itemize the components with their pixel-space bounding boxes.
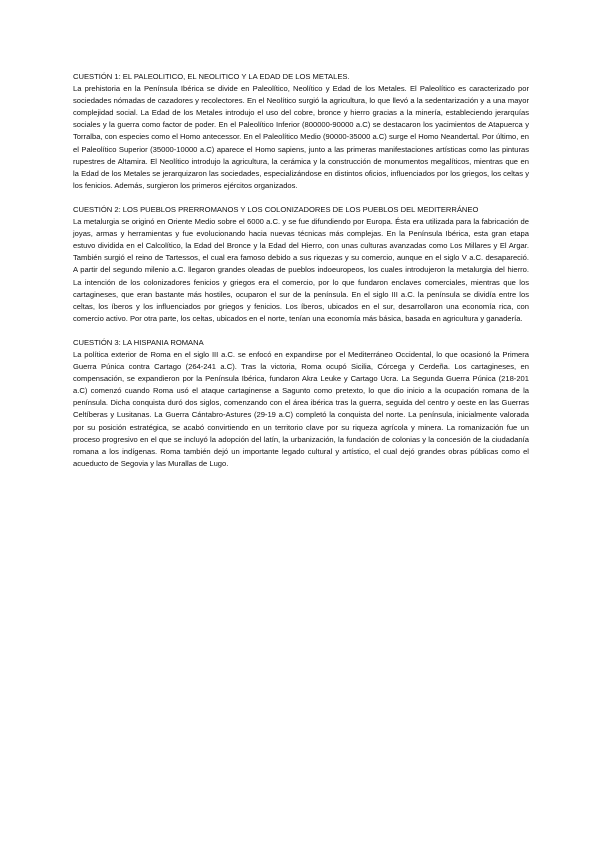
section-cuestion-3 [73,337,529,470]
section-body: La política exterior de Roma en el siglo III a.C. se enfocó en expandirse por el Mediterráneo Occidental, lo que ocasionó la Primera Guerra Púnica contra Cartago (264-241 a.C). Tras la victoria, Roma ocupó Sicilia, Córcega y Cerdeña. Los cartagineses, en compensación, se expandieron por la Península Ibérica, fundaron Akra Leuke y Cartago Ucra. La Segunda Guerra Púnica (218-201 a.C) comenzó cuando Roma usó el ataque cartaginense a Sagunto como pretexto, lo que dio inicio a la ocupación romana de la península. Dicha conquista duró dos siglos, comenzando con el área ibérica tras la guerra, seguida del centro y oeste en las Guerras Celtíberas y Lusitanas. La Guerra Cántabro-Astures (29-19 a.C) completó la conquista del norte. La península, inicialmente valorada por su posición estratégica, se acabó convirtiendo en un territorio clave por su riqueza agrícola y minera. La romanización fue un proceso progresivo en el que se incluyó la adopción del latín, la urbanización, la fundación de colonias y la concesión de la ciudadanía romana a los indígenas. Roma también dejó un importante legado cultural y artístico, el cual dejó grandes obras públicas como el acueducto de Segovia y las Murallas de Lugo. [73,349,529,468]
section-body: La prehistoria en la Península Ibérica se divide en Paleolítico, Neolítico y Edad de los Metales. El Paleolítico es caracterizado por sociedades nómadas de cazadores y recolectores. En el Neolítico surgió la agricultura, lo que llevó a la sedentarización y a una mayor complejidad social. La Edad de los Metales introdujo el uso del cobre, bronce y hierro gracias a la minería, estableciendo jerarquías sociales y la guerra como factor de poder. En el Paleolítico Inferior (800000-90000 a.C) se destacaron los yacimientos de Atapuerca y Torralba, con especies como el Homo antecessor. En el Paleolítico Medio (90000-35000 a.C) surge el Homo Neandertal. Por último, en el Paleolítico Superior (35000-10000 a.C) aparece el Homo sapiens, junto a las primeras manifestaciones artísticas como las pinturas rupestres de Altamira. El Neolítico introdujo la agricultura, la cerámica y la construcción de monumentos megalíticos, mientras que en la Edad de los Metales se jerarquizaron las sociedades, especializándose en distintos oficios, influenciados por los griegos, los celtas y los fenicios. Además, surgieron los primeros ejércitos organizados. [73,84,529,190]
section-cuestion-1 [73,71,529,192]
section-heading: CUESTIÓN 2: LOS PUEBLOS PRERROMANOS Y LOS COLONIZADORES DE LOS PUEBLOS DEL MEDITERRÁNEO [73,204,479,214]
document-page [73,71,529,482]
section-cuestion-2 [73,204,529,325]
section-body: La metalurgia se originó en Oriente Medio sobre el 6000 a.C. y se fue difundiendo por Europa. Ésta era utilizada para la fabricación de joyas, armas y herramientas y fue evolucionando hacia nuevas técnicas más complejas. En la Península Ibérica, esta gran etapa estuvo dividida en el Calcolítico, la Edad del Bronce y la Edad del Hierro, con unas culturas avanzadas como Los Millares y El Argar. También surgió el reino de Tartessos, el cual era famoso debido a sus riquezas y su comercio, aunque en el siglo V a.C. desapareció. A partir del segundo milenio a.C. llegaron grandes oleadas de pueblos indoeuropeos, los cuales introdujeron la metalurgia del hierro. La intención de los colonizadores fenicios y griegos era el comercio, por lo que fundaron enclaves comerciales, mientras que los cartagineses, que eran bastante más hostiles, ocuparon el sur de la península. En el siglo III a.C. la península se dividía entre los celtas, los íberos y los influenciados por griegos y fenicios. Los íberos, ubicados en el sur, desarrollaron una economía rica, con comercio activo. Por otra parte, los celtas, ubicados en el norte, tenían una economía más básica, basada en agricultura y ganadería. [73,217,529,323]
section-heading: CUESTIÓN 1: EL PALEOLITICO, EL NEOLITICO Y LA EDAD DE LOS METALES. [73,72,350,81]
section-heading: CUESTIÓN 3: LA HISPANIA ROMANA [73,337,204,347]
